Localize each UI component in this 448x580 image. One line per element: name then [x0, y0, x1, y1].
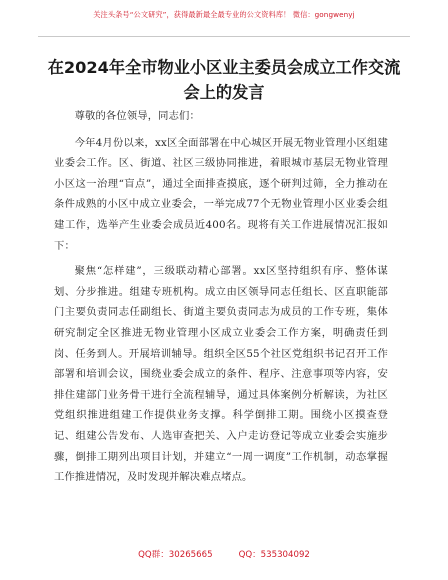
salutation: 尊敬的各位领导，同志们： [74, 110, 200, 122]
document-body [54, 106, 388, 493]
paragraph-intro: 今年4月份以来，xx区全面部署在中心城区开展无物业管理小区组建业委会工作。区、街道、社区三级协同推进，着眼城市基层无物业管理小区这一治理“盲点”，通过全面排查摸底，逐个研判过筛，全力推动在条件成熟的小区中成立业委会，一举完成77个无物业管理小区业委会组建工作，选举产生业委会成员近400名。现将有关工作进展情况汇报如下： [54, 136, 388, 252]
footer-qq: QQ：535304092 [238, 550, 310, 560]
paragraph-deployment: 聚焦“怎样建”，三级联动精心部署。xx区坚持组织有序、整体谋划、分步推进。组建专班机构。成立由区领导同志任组长、区直职能部门主要负责同志任副组长、街道主要负责同志为成员的工作专班，集体研究制定全区推进无物业管理小区成立业委会工作方案，明确责任到岗、任务到人。开展培训辅导。组织全区55个社区党组织书记召开工作部署和培训会议，围绕业委会成立的条件、程序、注意事项等内容，安排住建部门业务骨干进行全流程辅导，通过具体案例分析解读，为社区党组织推进组建工作提供业务支撑。科学倒排工期。围绕小区摸查登记、组建公告发布、人选审查把关、入户走访登记等成立业委会实施步骤，倒排工期列出项目计划，并建立“一周一调度”工作机制，动态掌握工作推进情况，及时发现并解决难点堵点。 [54, 265, 388, 484]
footer-qq-group: QQ群：30265665 [138, 550, 213, 560]
document-title: 在2024年全市物业小区业主委员会成立工作交流会上的发言 [47, 58, 401, 102]
header-divider [38, 36, 410, 37]
footer-contact [0, 548, 448, 560]
header-banner: 关注头条号“公文研究”，获得最新最全最专业的公文资料库！ 微信：gongwenyj [93, 10, 355, 19]
